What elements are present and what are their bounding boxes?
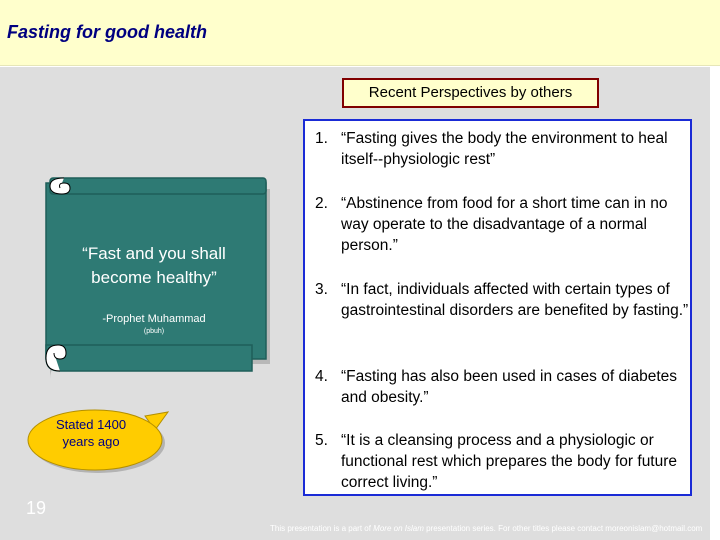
right-margin-strip bbox=[710, 67, 720, 540]
quote-text: “It is a cleansing process and a physiologic or functional rest which prepares the body for future correct living.” bbox=[341, 432, 678, 491]
quote-item bbox=[315, 430, 690, 493]
scroll-quote: “Fast and you shall become healthy” bbox=[82, 244, 226, 287]
slide-title: Fasting for good health bbox=[7, 22, 207, 42]
footer-suffix: presentation series. For other titles please contact moreonislam@hotmail.com bbox=[423, 524, 703, 533]
quote-item bbox=[315, 193, 690, 256]
quote-number: 4. bbox=[315, 368, 328, 385]
quote-number: 5. bbox=[315, 432, 328, 449]
quote-text: “Fasting gives the body the environment to heal itself--physiologic rest” bbox=[341, 130, 668, 168]
quote-panel bbox=[303, 119, 692, 496]
callout-text: Stated 1400 years ago bbox=[55, 417, 127, 449]
quote-text: “In fact, individuals affected with certain types of gastrointestinal disorders are benefited by fasting.” bbox=[341, 281, 689, 319]
footer-series: More on Islam bbox=[373, 524, 424, 533]
quote-number: 3. bbox=[315, 281, 328, 298]
quote-text: “Abstinence from food for a short time can in no way operate to the disadvantage of a normal person.” bbox=[341, 195, 668, 254]
quote-item bbox=[315, 366, 690, 408]
quote-item bbox=[315, 128, 690, 170]
quote-text: “Fasting has also been used in cases of diabetes and obesity.” bbox=[341, 368, 678, 406]
quote-number: 2. bbox=[315, 195, 328, 212]
scroll-attribution: -Prophet Muhammad bbox=[102, 313, 206, 325]
subtitle-box: Recent Perspectives by others bbox=[342, 78, 599, 108]
scroll-honorific: (pbuh) bbox=[143, 328, 165, 335]
quote-item bbox=[315, 279, 690, 321]
footer-prefix: This presentation is a part of bbox=[270, 524, 374, 533]
slide-number: 19 bbox=[26, 498, 47, 518]
quote-number: 1. bbox=[315, 130, 328, 147]
footer-note bbox=[270, 524, 702, 533]
header-bar bbox=[0, 0, 720, 66]
